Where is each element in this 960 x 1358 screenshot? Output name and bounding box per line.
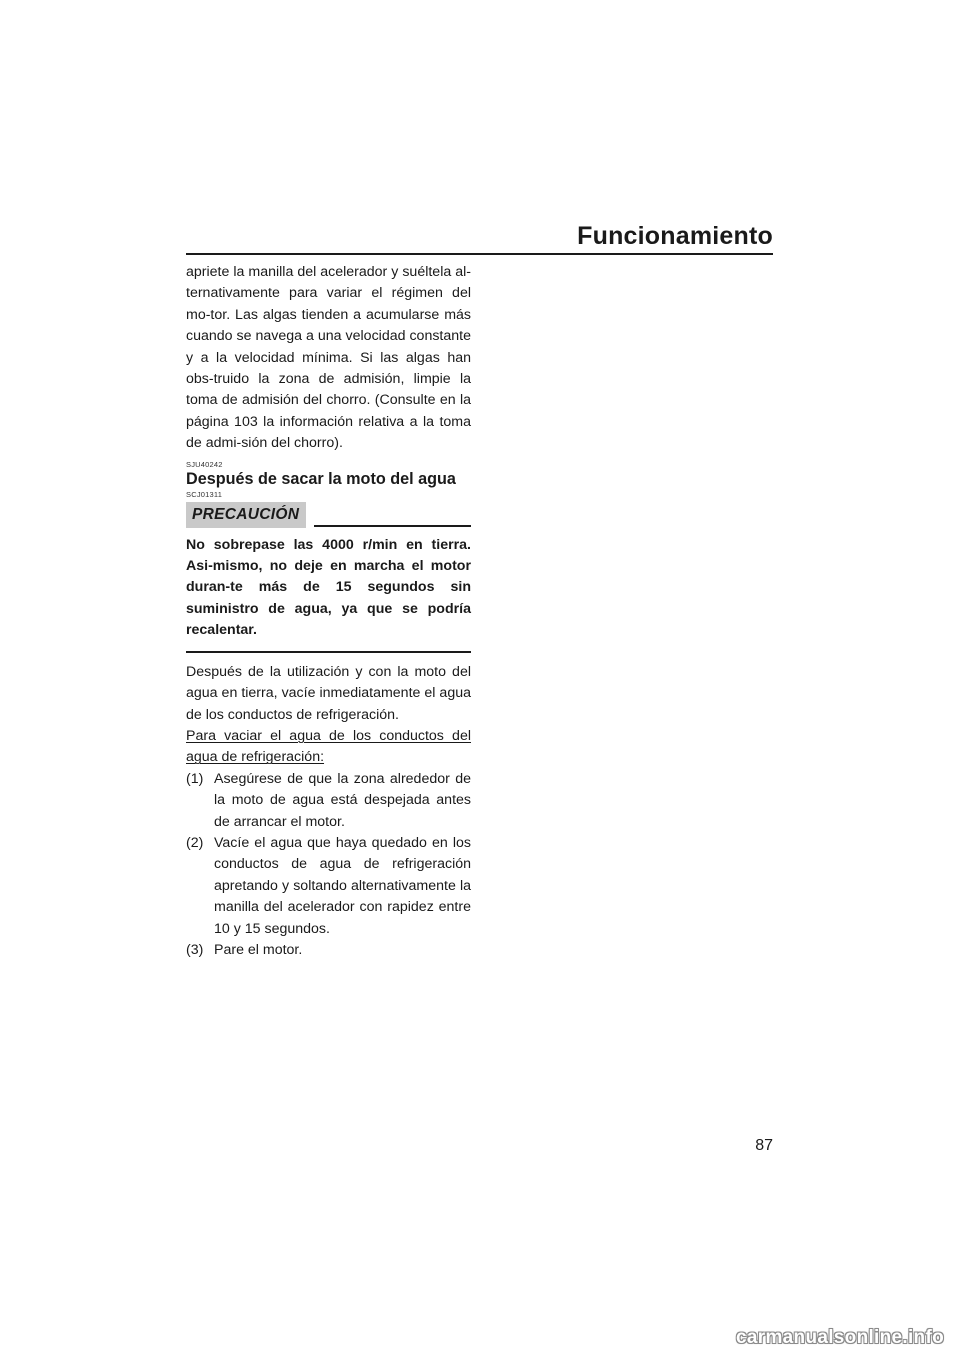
section-title: Después de sacar la moto del agua xyxy=(186,469,456,488)
step-text: Asegúrese de que la zona alrededor de la moto de agua está despejada antes de arrancar el motor. xyxy=(214,770,471,830)
caution-top-rule xyxy=(314,525,471,527)
step-item xyxy=(186,833,471,940)
step-item xyxy=(186,940,471,961)
caution-header xyxy=(186,501,471,528)
step-item xyxy=(186,769,471,833)
page-title: Funcionamiento xyxy=(577,222,773,250)
body-paragraph: Después de la utilización y con la moto del agua en tierra, vacíe inmediatamente el agua de los conductos de refrigeración. xyxy=(186,663,471,723)
step-number: (2) xyxy=(186,834,204,851)
section-code: SJU40242 xyxy=(186,459,223,469)
intro-paragraph: apriete la manilla del acelerador y suéltela al-ternativamente para variar el régimen del mo-tor. Las algas tienden a acumularse más cuando se navega a una velocidad constante y a la velocidad mínima. Si las algas han obs-truido la zona de admisión, limpie la toma de admisión del chorro. (Consulte en la página 103 la información relativa a la toma de admi-sión del chorro). xyxy=(186,264,471,452)
procedure-subheading: Para vaciar el agua de los conductos del agua de refrigeración: xyxy=(186,727,471,766)
step-number: (1) xyxy=(186,770,204,787)
step-number: (3) xyxy=(186,941,204,958)
procedure-steps xyxy=(186,769,471,962)
caution-code: SCJ01311 xyxy=(186,489,223,499)
caution-text: No sobrepase las 4000 r/min en tierra. Asi-mismo, no deje en marcha el motor duran-te más de 15 segundos sin suministro de agua, ya que se podría recalentar. xyxy=(186,536,471,639)
caution-label: PRECAUCIÓN xyxy=(186,502,306,528)
watermark: carmanualsonline.info xyxy=(736,1327,944,1348)
caution-bottom-rule xyxy=(186,651,471,653)
header-rule xyxy=(186,253,773,255)
page-number: 87 xyxy=(755,1137,773,1154)
content-column xyxy=(186,262,471,961)
step-text: Vacíe el agua que haya quedado en los conductos de agua de refrigeración apretando y soltando alternativamente la manilla del acelerador con rapidez entre 10 y 15 segundos. xyxy=(214,834,471,937)
step-text: Pare el motor. xyxy=(214,941,303,958)
